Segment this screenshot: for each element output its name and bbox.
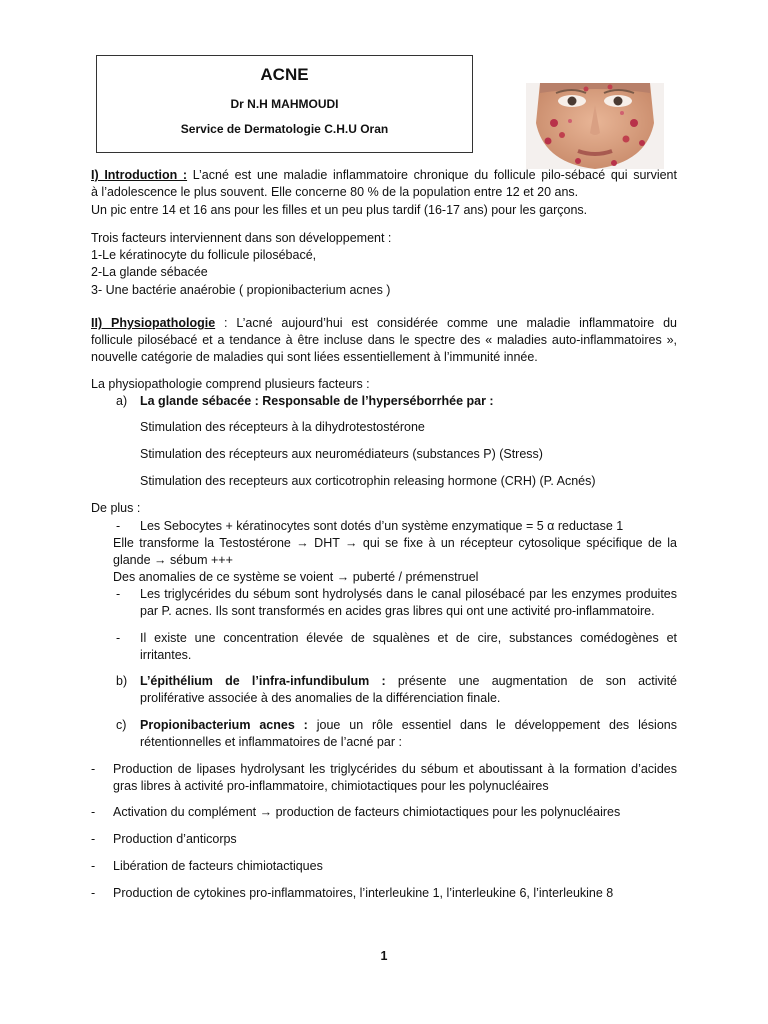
- physio-line-2: follicule pilosébacé et a tendance à être incluse dans le spectre des « maladies auto-inflammatoires »,: [91, 333, 677, 347]
- section-b-marker: b): [116, 674, 128, 688]
- de-plus-item-2b: glande → sébum +++: [113, 553, 233, 567]
- de-plus-item-2a: Elle transforme la Testostérone → DHT → qui se fixe à un récepteur cytosolique spécifique de la: [113, 536, 677, 550]
- section-a-item-2: Stimulation des récepteurs aux neuromédiateurs (substances P) (Stress): [140, 447, 543, 461]
- intro-line-3: Un pic entre 14 et 16 ans pour les filles et un peu plus tardif (16-17 ans) pour les garçons.: [91, 203, 588, 217]
- section-c-line-2: rétentionnelles et inflammatoires de l’acné par :: [140, 735, 402, 749]
- document-title: ACNE: [260, 65, 309, 84]
- bullet-1a: Production de lipases hydrolysant les triglycérides du sébum et aboutissant à la formation d’acides: [113, 762, 677, 776]
- dash-marker: -: [91, 832, 96, 846]
- intro-text-1: L’acné est une maladie inflammatoire chronique du follicule pilo-sébacé qui survient: [192, 168, 677, 182]
- physio-line-3: nouvelle catégorie de maladies qui sont liées essentiellement à l’immunité innée.: [91, 350, 538, 364]
- title-box: [96, 55, 473, 153]
- dash-marker: -: [91, 886, 96, 900]
- de-plus-label: De plus :: [91, 501, 141, 515]
- section-c-heading: Propionibacterium acnes :: [140, 718, 308, 732]
- section-c-marker: c): [116, 718, 127, 732]
- de-plus-item-5b: irritantes.: [140, 648, 192, 662]
- physio-heading: II) Physiopathologie: [91, 316, 216, 330]
- dash-marker: -: [116, 587, 121, 601]
- section-b-heading: L’épithélium de l’infra-infundibulum :: [140, 674, 386, 688]
- de-plus-item-4b: par P. acnes. Ils sont transformés en acides gras libres qui ont une activité pro-inflammatoire.: [140, 604, 655, 618]
- factor-item-1: 1-Le kératinocyte du follicule pilosébacé,: [91, 248, 317, 262]
- intro-heading: I) Introduction :: [91, 168, 188, 182]
- physio-text-1: : L’acné aujourd’hui est considérée comme une maladie inflammatoire du: [224, 316, 677, 330]
- factors-intro: Trois facteurs interviennent dans son développement :: [91, 231, 392, 245]
- physio-factors-intro: La physiopathologie comprend plusieurs facteurs :: [91, 377, 370, 391]
- dash-marker: -: [116, 631, 121, 645]
- intro-line-1: [91, 167, 677, 184]
- section-b-text-1: présente une augmentation de son activité: [397, 674, 678, 688]
- section-c-line-1: [140, 717, 677, 734]
- section-b-line-1: [140, 673, 677, 690]
- author-name: Dr N.H MAHMOUDI: [230, 97, 339, 111]
- intro-line-2: à l’adolescence le plus souvent. Elle concerne 80 % de la population entre 12 et 20 ans.: [91, 185, 579, 199]
- bullet-5: Production de cytokines pro-inflammatoires, l’interleukine 1, l’interleukine 6, l’interleukine 8: [113, 886, 614, 900]
- page-number: 1: [380, 949, 388, 963]
- bullet-4: Libération de facteurs chimiotactiques: [113, 859, 323, 873]
- factor-item-2: 2-La glande sébacée: [91, 265, 208, 279]
- dash-marker: -: [91, 805, 96, 819]
- service-name: Service de Dermatologie C.H.U Oran: [180, 122, 389, 136]
- dash-marker: -: [116, 519, 121, 533]
- physio-line-1: [91, 315, 677, 332]
- acne-face-photo-icon: [526, 83, 664, 169]
- bullet-1b: gras libres à activité pro-inflammatoire, chimiotactiques pour les polynucléaires: [113, 779, 549, 793]
- section-b-line-2: proliférative associée à des anomalies de la différenciation finale.: [140, 691, 501, 705]
- bullet-3: Production d’anticorps: [113, 832, 237, 846]
- bullet-2: Activation du complément → production de facteurs chimiotactiques pour les polynucléaires: [113, 805, 621, 819]
- dash-marker: -: [91, 762, 96, 776]
- de-plus-item-5a: Il existe une concentration élevée de squalènes et de cire, substances comédogènes et: [140, 631, 677, 645]
- factor-item-3: 3- Une bactérie anaérobie ( propionibacterium acnes ): [91, 283, 391, 297]
- section-a-marker: a): [116, 394, 128, 408]
- de-plus-item-1: Les Sebocytes + kératinocytes sont dotés d’un système enzymatique = 5 α reductase 1: [140, 519, 624, 533]
- section-a-label: La glande sébacée : Responsable de l’hyperséborrhée par :: [140, 394, 494, 408]
- de-plus-item-4a: Les triglycérides du sébum sont hydrolysés dans le canal pilosébacé par les enzymes produites: [140, 587, 677, 601]
- dash-marker: -: [91, 859, 96, 873]
- de-plus-item-3: Des anomalies de ce système se voient → puberté / prémenstruel: [113, 570, 479, 584]
- section-c-text-1: joue un rôle essentiel dans le développement des lésions: [316, 718, 677, 732]
- section-a-item-3: Stimulation des recepteurs aux corticotrophin releasing hormone (CRH) (P. Acnés): [140, 474, 596, 488]
- section-a-item-1: Stimulation des récepteurs à la dihydrotestostérone: [140, 420, 425, 434]
